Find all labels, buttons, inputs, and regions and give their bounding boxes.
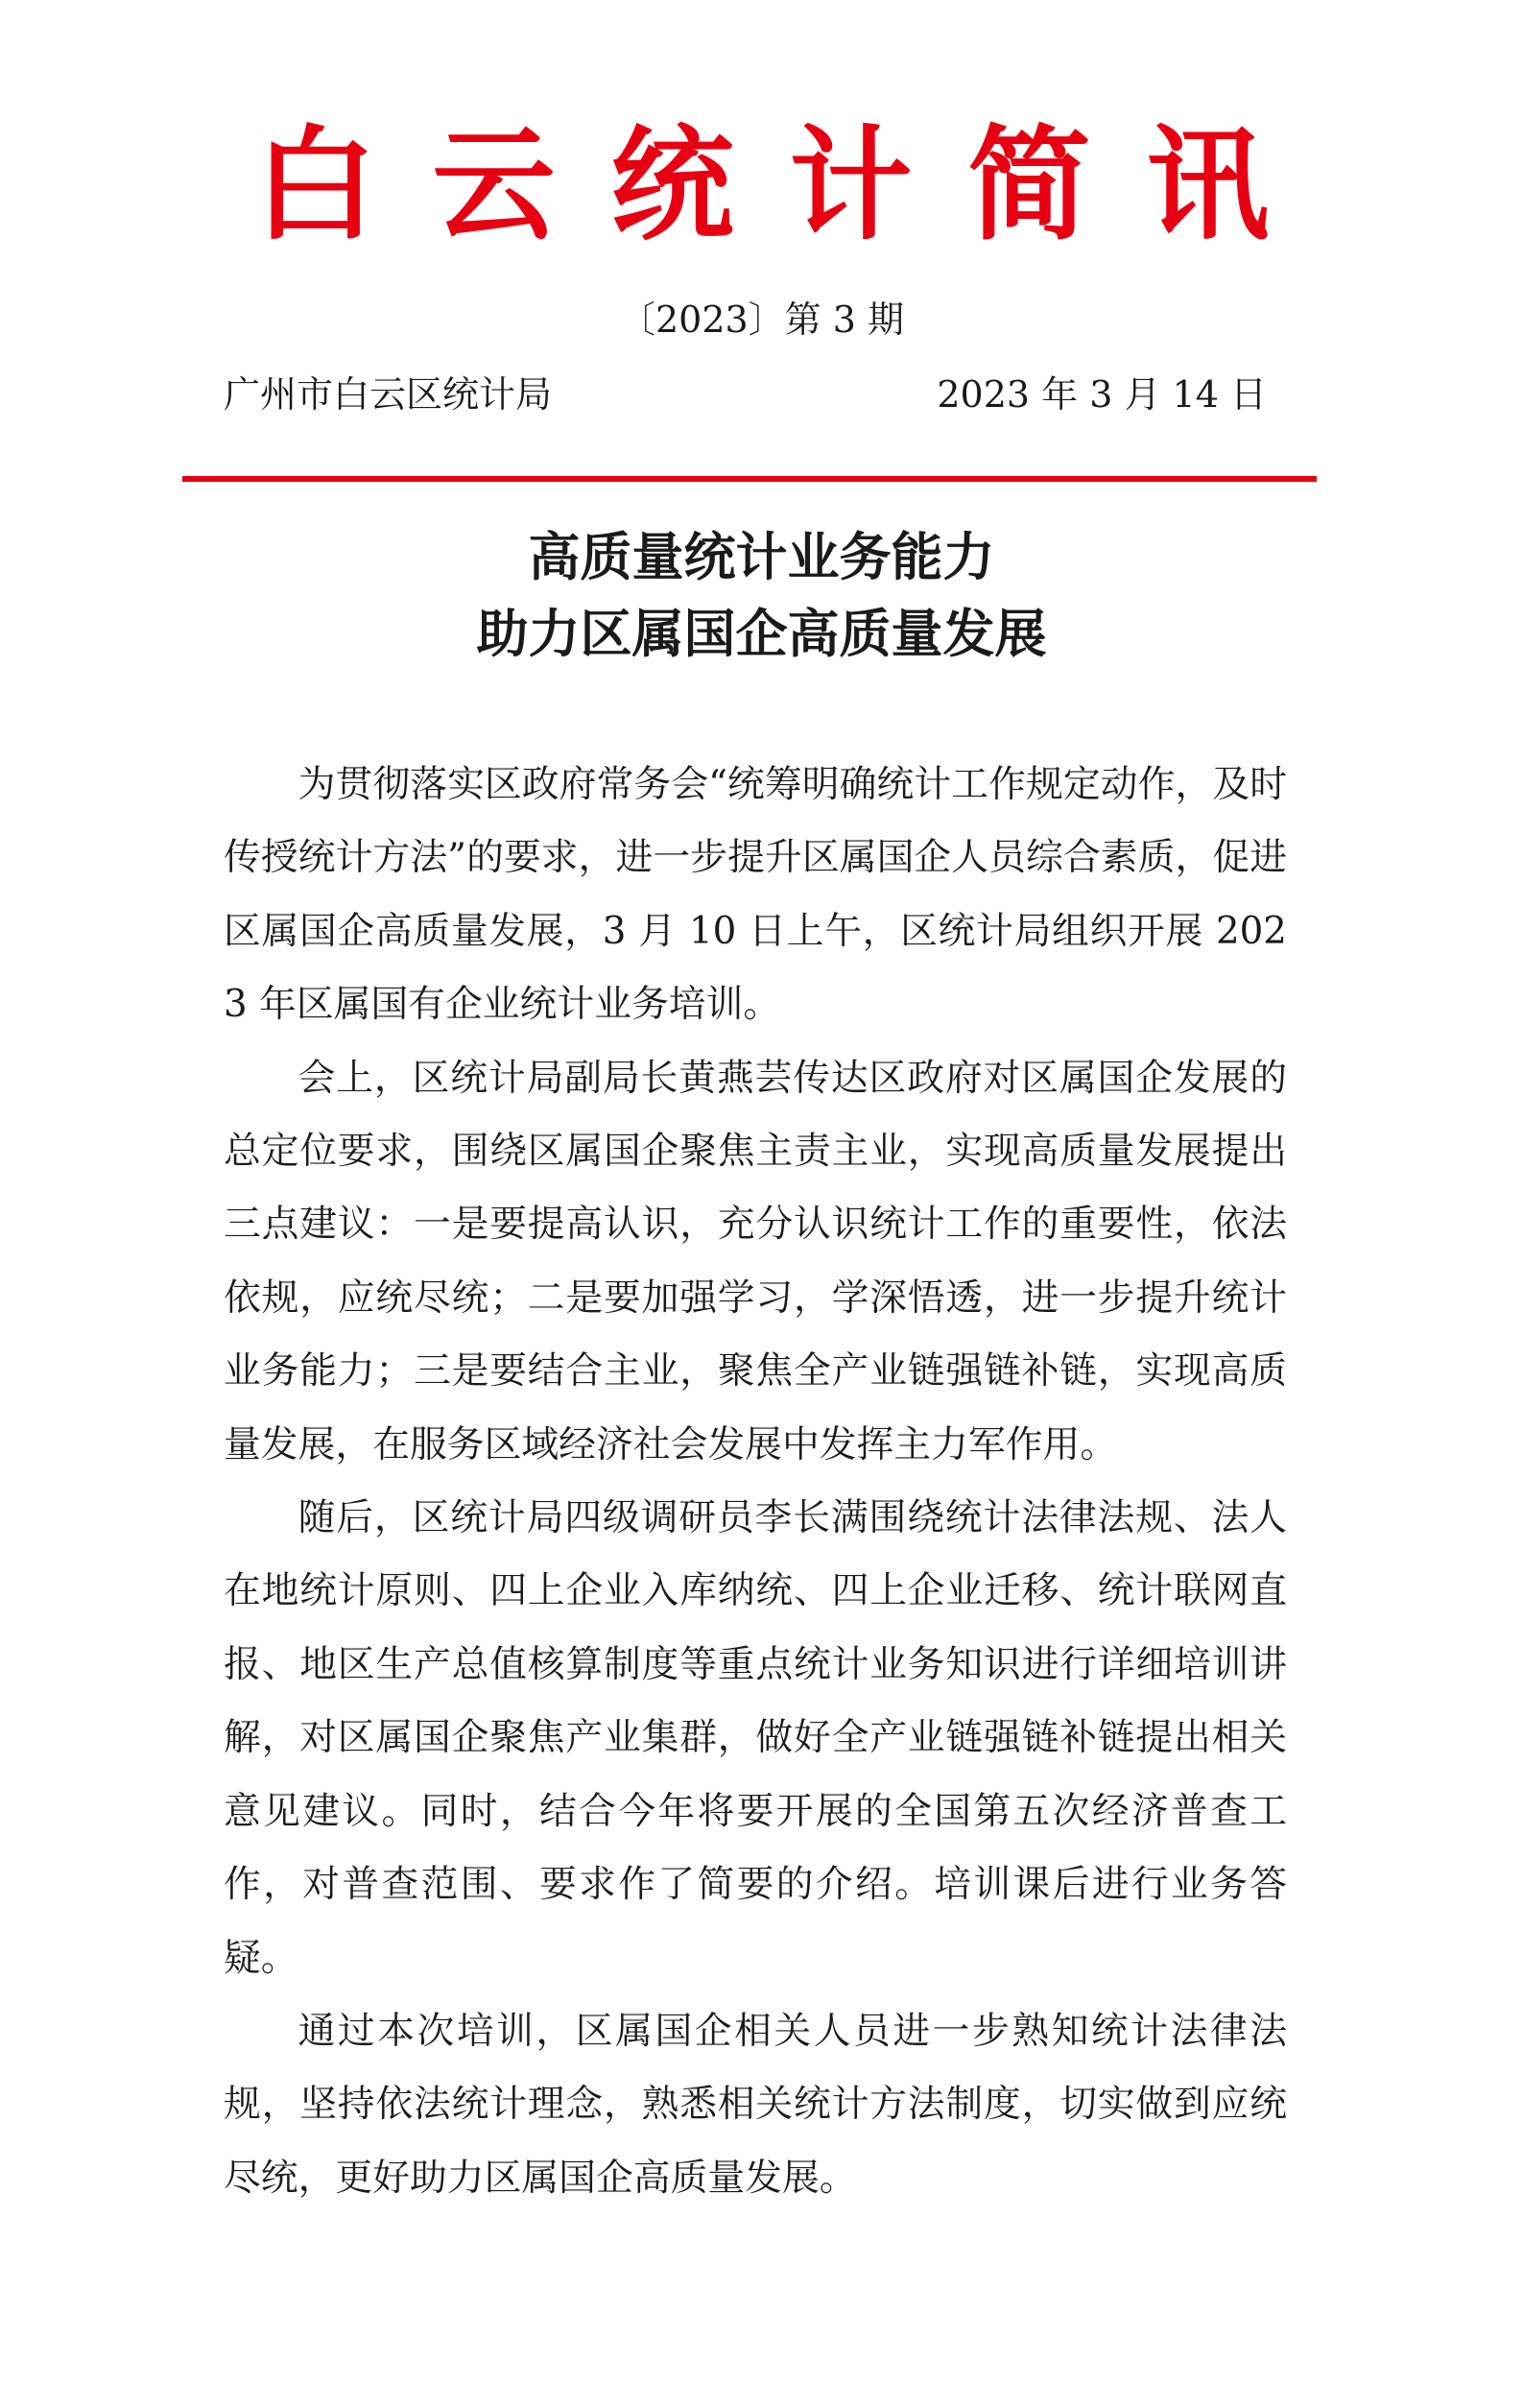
red-divider-rule <box>182 476 1317 482</box>
issue-date: 2023 年 3 月 14 日 <box>937 373 1267 416</box>
issue-number: 〔2023〕第 3 期 <box>618 298 905 341</box>
article-body <box>224 749 1287 2215</box>
paragraph: 会上，区统计局副局长黄燕芸传达区政府对区属国企发展的总定位要求，围绕区属国企聚焦主责主业，实现高质量发展提出三点建议：一是要提高认识，充分认识统计工作的重要性，依法依规，应统尽统；二是要加强学习，学深悟透，进一步提升统计业务能力；三是要结合主业，聚焦全产业链强链补链，实现高质量发展，在服务区域经济社会发展中发挥主力军作用。 <box>224 1056 1287 1466</box>
issuing-organization: 广州市白云区统计局 <box>224 373 553 416</box>
headline-line-2: 助力区属国企高质量发展 <box>476 603 1047 664</box>
article-headline <box>0 518 1523 672</box>
paragraph: 通过本次培训，区属国企相关人员进一步熟知统计法律法规，坚持依法统计理念，熟悉相关统计方法制度，切实做到应统尽统，更好助力区属国企高质量发展。 <box>224 2009 1287 2200</box>
headline-line-1: 高质量统计业务能力 <box>528 526 995 587</box>
masthead-title: 白云统计简讯 <box>253 113 1325 257</box>
paragraph: 随后，区统计局四级调研员李长满围绕统计法律法规、法人在地统计原则、四上企业入库纳统、四上企业迁移、统计联网直报、地区生产总值核算制度等重点统计业务知识进行详细培训讲解，对区属国企聚焦产业集群，做好全产业链强链补链提出相关意见建议。同时，结合今年将要开展的全国第五次经济普查工作，对普查范围、要求作了简要的介绍。培训课后进行业务答疑。 <box>224 1496 1287 1980</box>
paragraph: 为贯彻落实区政府常务会“统筹明确统计工作规定动作，及时传授统计方法”的要求，进一步提升区属国企人员综合素质，促进区属国企高质量发展，3 月 10 日上午，区统计局组织开展 2023 年区属国有企业统计业务培训。 <box>224 763 1287 1027</box>
